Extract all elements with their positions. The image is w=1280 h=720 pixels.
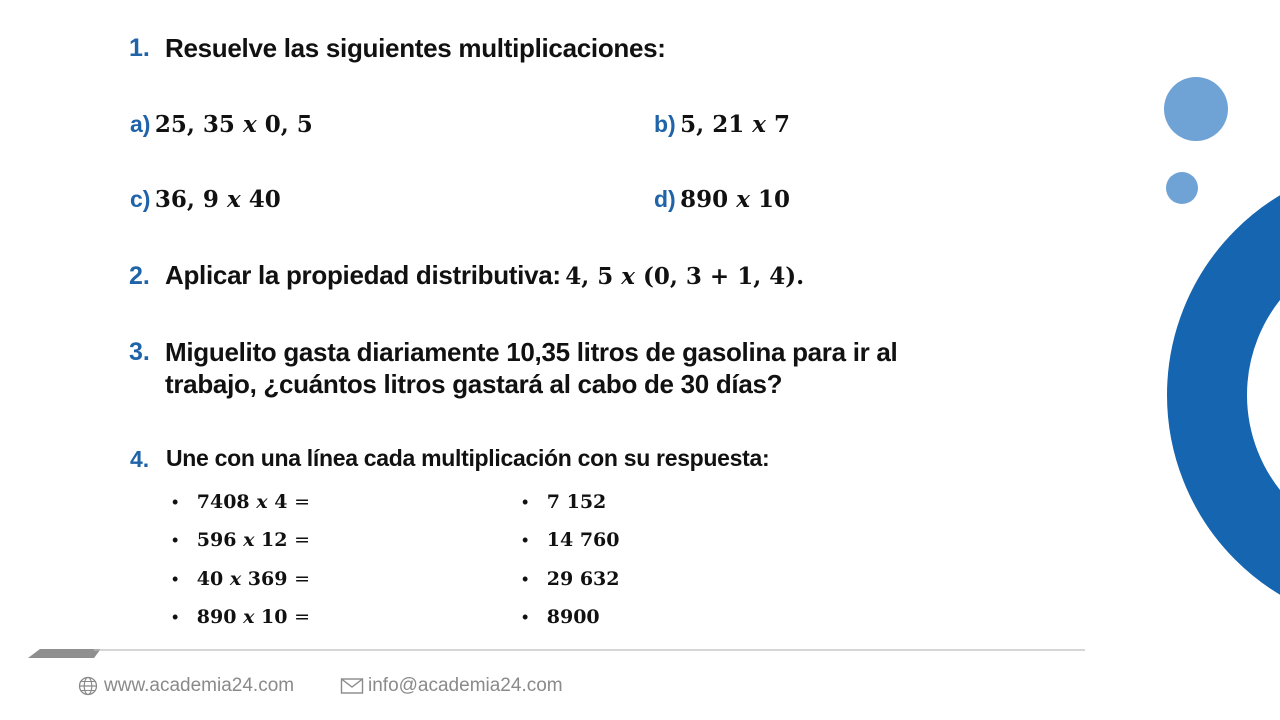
email-link[interactable]: info@academia24.com — [368, 675, 563, 696]
q2-number: 2. — [129, 262, 150, 290]
q3-text-line2: trabajo, ¿cuántos litros gastará al cabo de 30 días? — [165, 369, 783, 399]
item-letter: b) — [654, 111, 676, 137]
item-expression: 5, 21 x 7 — [680, 111, 790, 138]
item-letter: d) — [654, 186, 676, 212]
footer-email[interactable] — [340, 675, 563, 697]
decorative-circle-large — [1164, 77, 1228, 141]
q4-number: 4. — [130, 446, 150, 472]
item-expression: 36, 9 x 40 — [154, 186, 281, 213]
q4-right-item: • 7 152 — [522, 491, 607, 513]
q2-title: Aplicar la propiedad distributiva: — [165, 260, 561, 290]
q4-left-item: • 40 x 369 = — [172, 568, 311, 590]
q3-text-line1: Miguelito gasta diariamente 10,35 litros de gasolina para ir al — [165, 337, 898, 367]
q4-title: Une con una línea cada multiplicación con su respuesta: — [166, 445, 770, 471]
q1-item-a — [130, 111, 313, 138]
q1-item-d — [654, 186, 790, 213]
q4-left-item: • 7408 x 4 = — [172, 491, 311, 513]
footer-website[interactable] — [78, 675, 294, 697]
envelope-icon — [340, 677, 364, 695]
decorative-ring — [1207, 202, 1280, 588]
item-expression: 890 x 10 — [680, 186, 790, 213]
q1-number: 1. — [129, 34, 150, 62]
q1-item-b — [654, 111, 790, 138]
q2-line — [165, 260, 804, 291]
q4-right-item: • 14 760 — [522, 529, 620, 551]
q4-left-item: • 596 x 12 = — [172, 529, 311, 551]
item-letter: a) — [130, 111, 151, 137]
website-link[interactable]: www.academia24.com — [104, 675, 295, 696]
q1-title: Resuelve las siguientes multiplicaciones: — [165, 33, 666, 63]
q4-right-item: • 29 632 — [522, 568, 620, 590]
q3-number: 3. — [129, 338, 150, 366]
q2-expression: 4, 5 x (0, 3 + 1, 4). — [565, 263, 805, 290]
footer-divider — [0, 640, 1100, 660]
item-expression: 25, 35 x 0, 5 — [154, 111, 313, 138]
decorative-circle-small — [1166, 172, 1198, 204]
q4-right-item: • 8900 — [522, 606, 600, 628]
q1-item-c — [130, 186, 281, 213]
globe-icon — [78, 676, 98, 696]
item-letter: c) — [130, 186, 151, 212]
q4-left-item: • 890 x 10 = — [172, 606, 311, 628]
